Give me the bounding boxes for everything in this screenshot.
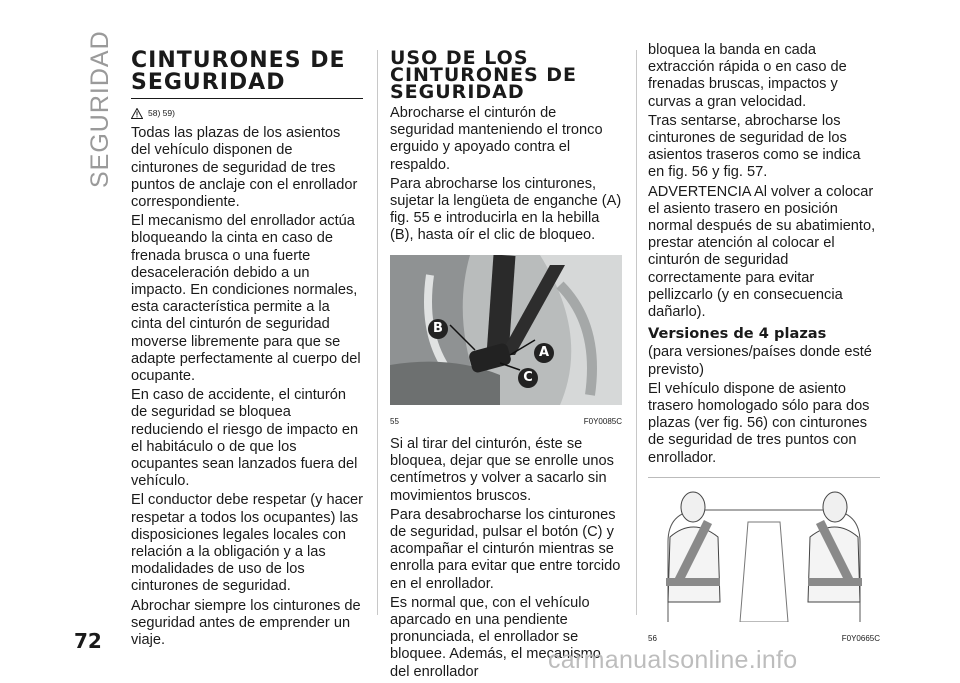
figure-code: F0Y0665C	[841, 634, 880, 644]
paragraph: ADVERTENCIA Al volver a colocar el asiento trasero en posición normal después de su abatimiento, prestar atención al colocar el cinturón de seguridad correctamente para evitar pellizcarlo (y en consecuencia dañarlo).	[648, 183, 876, 321]
paragraph: bloquea la banda en cada extracción rápida o en caso de frenadas bruscas, impactos y curvas a gran velocidad.	[648, 42, 847, 110]
section-title-cinturones: CINTURONES DE SEGURIDAD	[131, 48, 346, 95]
rear-seats-diagram	[648, 482, 880, 622]
warning-triangle-icon	[131, 108, 143, 119]
paragraph: El vehículo dispone de asiento trasero homologado sólo para dos plazas (ver fig. 56) con cinturones de seguridad de tres puntos con enrollador.	[648, 380, 870, 466]
figure-56	[648, 477, 880, 647]
figure-number: 56	[648, 634, 657, 644]
subheading-versiones: Versiones de 4 plazas	[648, 325, 827, 343]
callout-c: C	[518, 368, 538, 388]
paragraph: Es normal que, con el vehículo aparcado en una pendiente pronunciada, el enrollador se bloquee. Además, el mecanismo del enrollador	[390, 594, 601, 680]
callout-a: A	[534, 343, 554, 363]
warning-reference	[131, 105, 363, 122]
paragraph: En caso de accidente, el cinturón de seguridad se bloquea reduciendo el riesgo de impacto en el habitáculo o de que los ocupantes sean lanzados fuera del vehículo.	[131, 387, 359, 490]
seatbelt-buckle-photo	[390, 255, 622, 405]
column-1	[131, 50, 363, 651]
figure-caption	[390, 413, 622, 430]
paragraph: (para versiones/países donde esté previsto)	[648, 344, 872, 378]
title-rule	[131, 98, 363, 99]
figure-number: 55	[390, 416, 399, 426]
paragraph: El mecanismo del enrollador actúa bloqueando la cinta en caso de frenada brusca o una fuerte desaceleración debido a un impacto. En condiciones normales, esta característica permite a la cinta del cinturón de seguridad moverse libremente para que se adapte perfectamente al cuerpo del ocupante.	[131, 213, 361, 385]
watermark: carmanualsonline.info	[548, 646, 798, 674]
warning-reference-text: 58) 59)	[148, 108, 175, 118]
figure-caption	[648, 630, 880, 647]
column-divider	[377, 50, 378, 615]
paragraph: Abrocharse el cinturón de seguridad manteniendo el tronco erguido y apoyado contra el respaldo.	[390, 105, 603, 173]
figure-code: F0Y0085C	[583, 416, 622, 426]
section-title-uso: USO DE LOS CINTURONES DE SEGURIDAD	[390, 47, 578, 103]
column-divider	[636, 50, 637, 615]
column-3	[648, 42, 880, 653]
paragraph: Abrochar siempre los cinturones de seguridad antes de emprender un viaje.	[131, 597, 361, 649]
page-number: 72	[74, 629, 102, 653]
paragraph: Si al tirar del cinturón, éste se bloquea, dejar que se enrolle unos centímetros y volver a sacarlo sin movimientos bruscos.	[390, 436, 614, 504]
section-tab	[86, 30, 114, 188]
paragraph: El conductor debe respetar (y hacer respetar a todos los ocupantes) las disposiciones legales locales con relación a la obligación y a las modalidades de uso de los cinturones de seguridad.	[131, 492, 364, 595]
section-tab-label: SEGURIDAD	[86, 30, 114, 188]
column-2	[390, 47, 622, 683]
figure-55	[390, 255, 622, 430]
paragraph: Para desabrocharse los cinturones de seguridad, pulsar el botón (C) y acompañar el cinturón mientras se enrolla para evitar que entre torcido en el enrollador.	[390, 506, 621, 592]
paragraph: Todas las plazas de los asientos del vehículo disponen de cinturones de seguridad de tres puntos de anclaje con el enrollador correspondiente.	[131, 125, 358, 211]
paragraph: Para abrocharse los cinturones, sujetar la lengüeta de enganche (A) fig. 55 e introducirla en la hebilla (B), hasta oír el clic de bloqueo.	[390, 175, 622, 244]
callout-b: B	[428, 319, 448, 339]
paragraph: Tras sentarse, abrocharse los cinturones de seguridad de los asientos traseros como se indica en fig. 56 y fig. 57.	[648, 112, 861, 181]
